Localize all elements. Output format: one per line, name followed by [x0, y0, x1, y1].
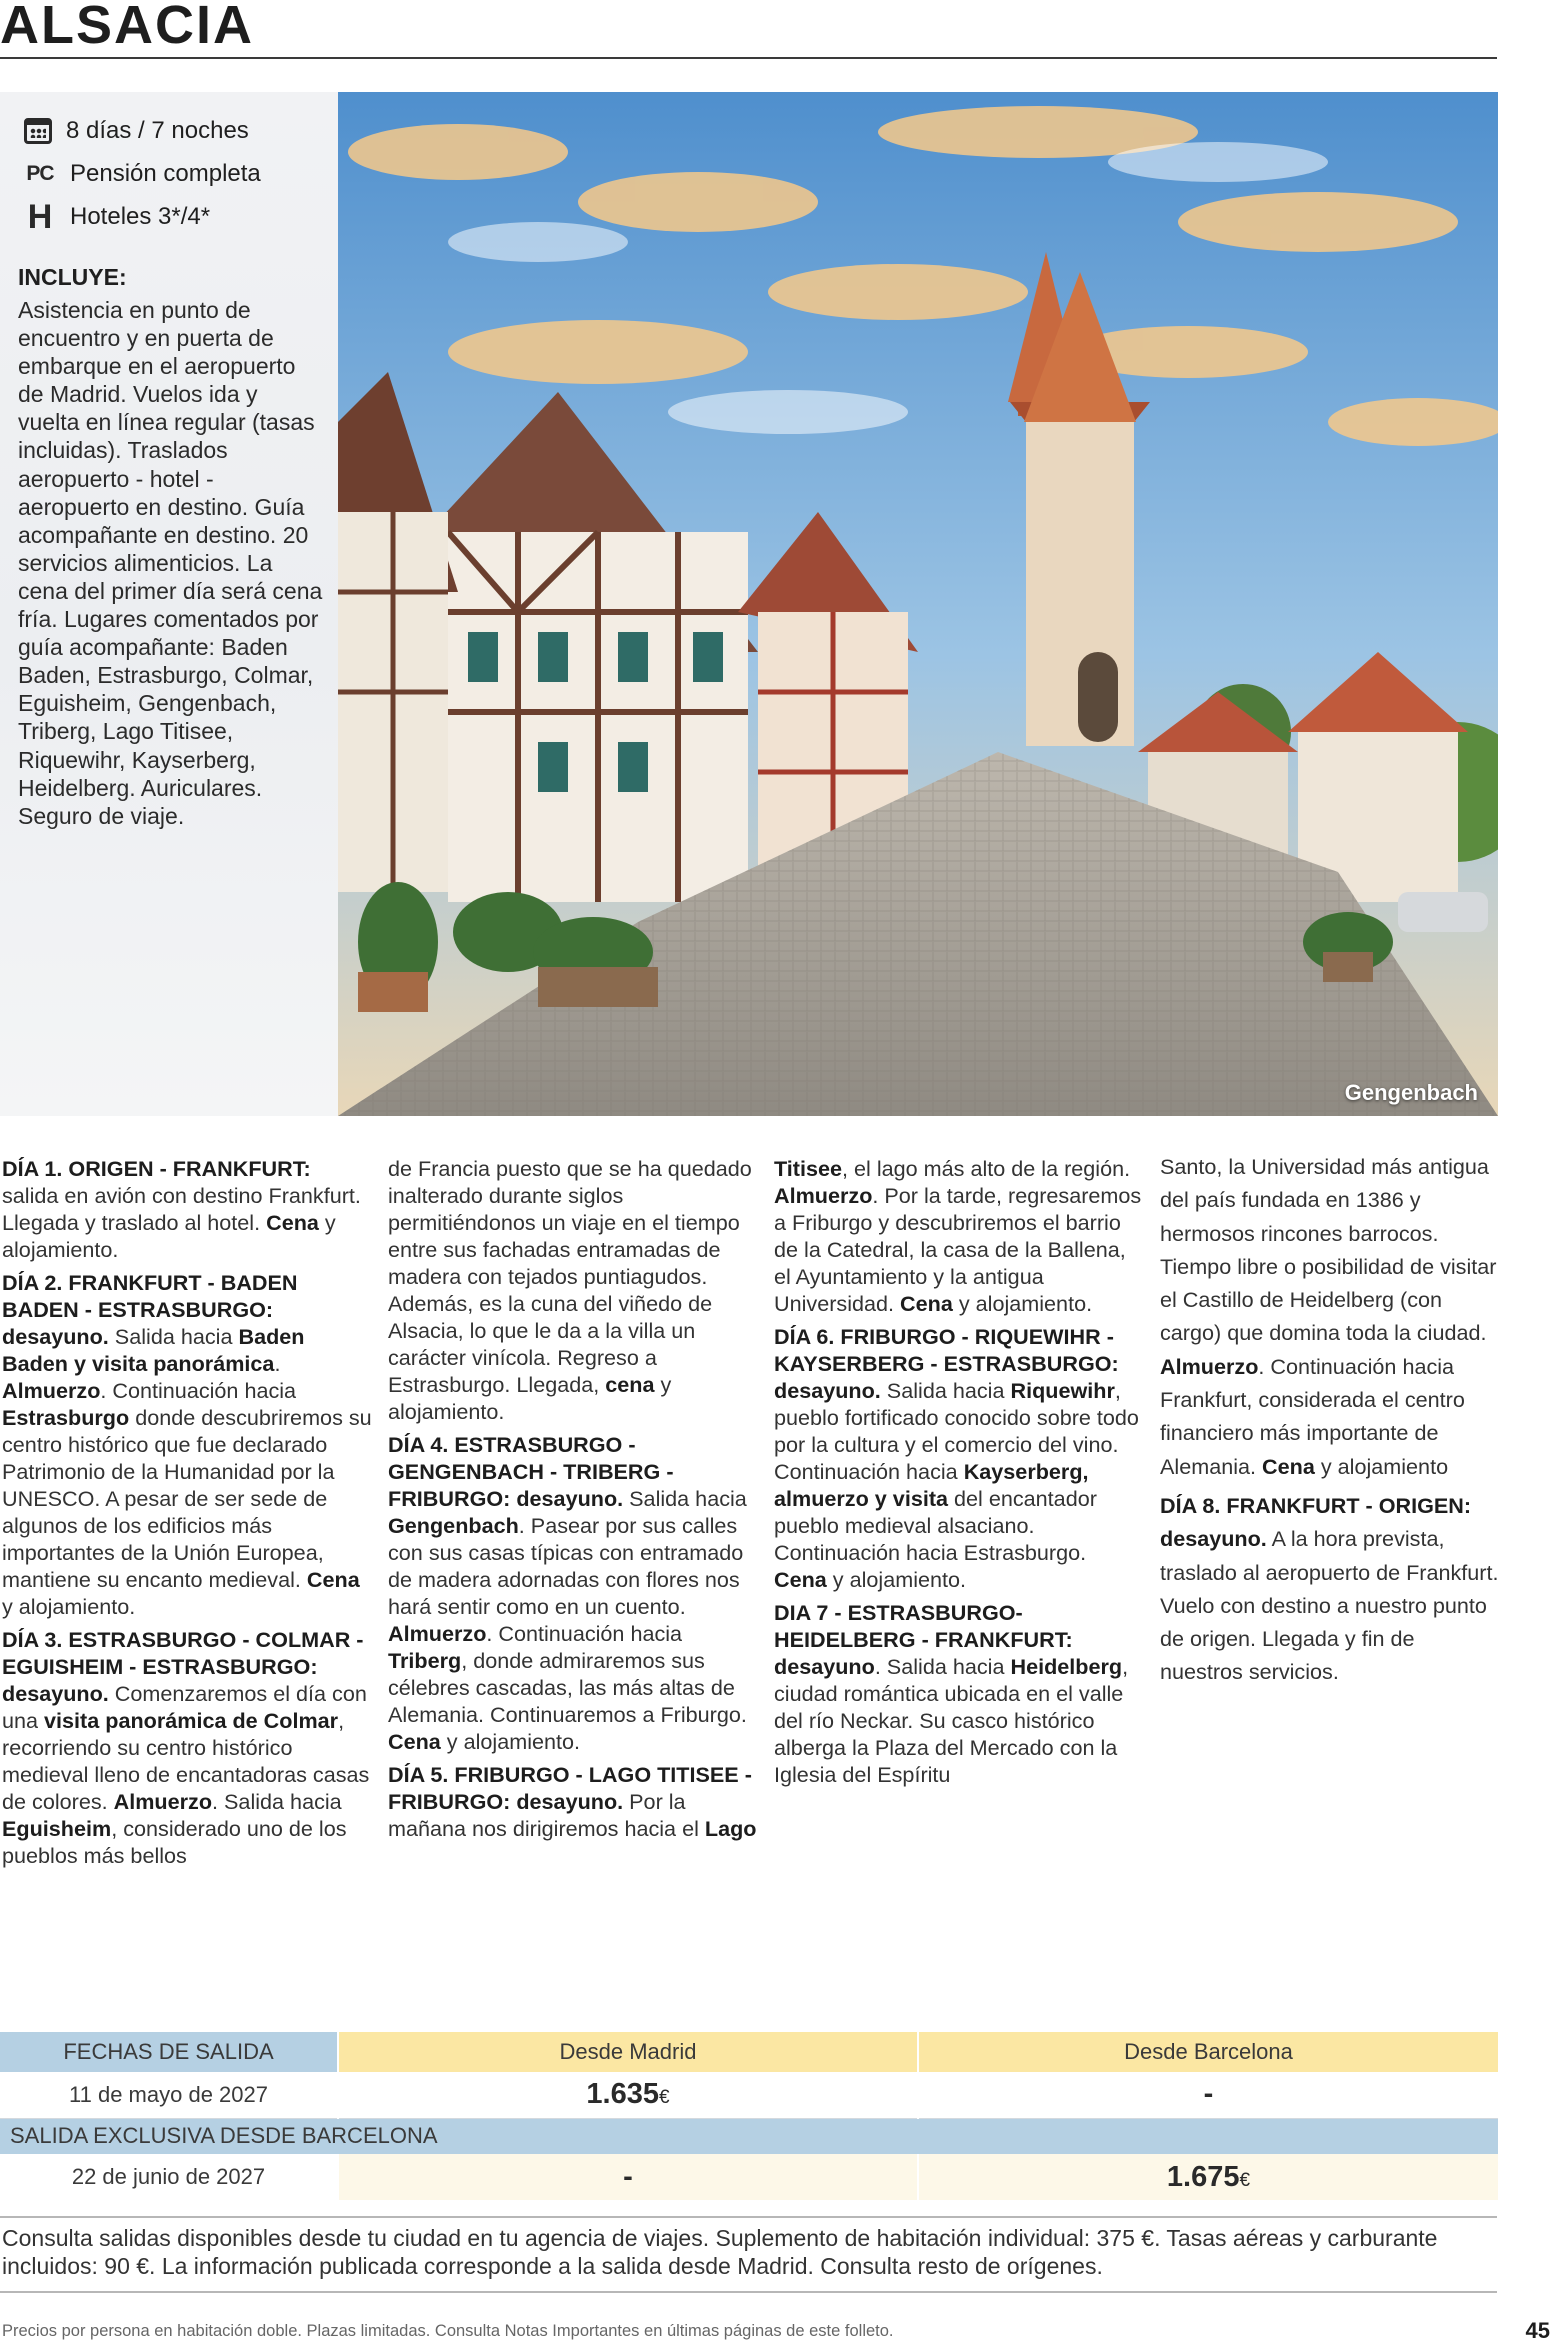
calendar-icon [24, 118, 52, 144]
page-number: 45 [1525, 2318, 1550, 2343]
board-pc-icon: PC [26, 162, 54, 185]
itinerary-paragraph [1160, 1150, 1500, 1483]
itinerary-text: Santo, la Universidad más antigua del país fundada en 1386 y hermosos rincones barrocos. Tiempo libre o posibilidad de visitar el Castillo de Heidelberg (con cargo) que domina toda la ciudad. [1160, 1154, 1497, 1346]
gengenbach-illustration [338, 92, 1498, 1116]
row1-barcelona-price: - [918, 2072, 1499, 2118]
price-row-1 [0, 2072, 1499, 2118]
itinerary-bold-text: DÍA 5. FRIBURGO - LAGO TITISEE - FRIBURGO: desayuno. [388, 1762, 752, 1814]
itinerary-bold-text: Lago [704, 1816, 757, 1841]
itinerary-bold-text: Heidelberg [1010, 1654, 1123, 1679]
itinerary-paragraph [774, 1599, 1144, 1788]
row2-barcelona-price: 1.675 [1166, 2160, 1240, 2193]
price-band-row [0, 2118, 1499, 2154]
itinerary-text: . [274, 1351, 281, 1376]
itinerary-text: A la hora prevista, traslado al aeropuerto de Frankfurt. Vuelo con destino a nuestro punto de origen. Llegada y fin de nuestros servicios. [1160, 1526, 1499, 1685]
row1-date: 11 de mayo de 2027 [0, 2072, 338, 2118]
itinerary-text: . Continuación hacia Frankfurt, considerada el centro financiero más importante de Alemania. [1160, 1353, 1465, 1479]
itinerary-text: y alojamiento. [952, 1291, 1093, 1316]
itinerary-bold-text: Eguisheim [2, 1816, 112, 1841]
itinerary-bold-text: DÍA 1. ORIGEN - FRANKFURT: [2, 1156, 311, 1181]
itinerary-paragraph [388, 1761, 758, 1842]
itinerary-paragraph [1160, 1489, 1500, 1689]
itinerary-text: salida en avión con destino Frankfurt. Llegada y traslado al hotel. [2, 1183, 361, 1235]
includes-heading: INCLUYE: [18, 264, 127, 290]
itinerary-text: . Salida hacia [874, 1654, 1011, 1679]
title-divider [0, 57, 1497, 59]
itinerary-text: Comenzaremos el día con una [2, 1681, 367, 1733]
itinerary-col-1 [2, 1155, 372, 1875]
itinerary-paragraph [2, 1269, 372, 1620]
spec-hotels [24, 197, 210, 237]
itinerary-text: Por la mañana nos dirigiremos hacia el [388, 1789, 705, 1841]
itinerary-paragraph [774, 1155, 1144, 1317]
price-table [0, 2032, 1500, 2200]
itinerary-text: Salida hacia [880, 1378, 1011, 1403]
itinerary-text: y alojamiento. [388, 1372, 672, 1424]
itinerary-text: , considerado uno de los pueblos más bellos [2, 1816, 347, 1868]
row2-date: 22 de junio de 2027 [0, 2154, 338, 2200]
spec-duration [24, 111, 249, 151]
itinerary-text: . Salida hacia [212, 1789, 342, 1814]
itinerary-bold-text: Titisee [774, 1156, 843, 1181]
itinerary-bold-text: Cena [900, 1291, 953, 1316]
itinerary-bold-text: DÍA 8. FRANKFURT - ORIGEN: desayuno. [1160, 1492, 1472, 1552]
itinerary-bold-text: Gengenbach [388, 1513, 519, 1538]
itinerary-bold-text: Cena [388, 1729, 441, 1754]
itinerary-col-2 [388, 1155, 758, 1848]
itinerary-text: . Continuación hacia [100, 1378, 297, 1403]
town-photo [338, 92, 1498, 1116]
price-row-2 [0, 2154, 1499, 2200]
currency-symbol: € [659, 2087, 670, 2109]
itinerary-bold-text: Cena [1262, 1453, 1315, 1479]
itinerary-bold-text: Triberg [388, 1648, 462, 1673]
itinerary-bold-text: Cena [306, 1567, 360, 1592]
itinerary-bold-text: visita panorámica de Colmar [44, 1708, 339, 1733]
itinerary-text: del encantador pueblo medieval alsaciano. Continuación hacia Estrasburgo. [774, 1486, 1097, 1565]
itinerary-text: . Pasear por sus calles con sus casas típicas con entramado de madera adornadas con flores nos hará sentir como en un cuento. [388, 1513, 744, 1619]
itinerary-text: y alojamiento. [2, 1594, 136, 1619]
photo-caption: Gengenbach [1344, 1080, 1478, 1105]
itinerary-bold-text: DÍA 6. FRIBURGO - RIQUEWIHR - KAYSERBERG - ESTRASBURGO: desayuno. [774, 1324, 1119, 1403]
itinerary-text: . Por la tarde, regresaremos a Friburgo y descubriremos el barrio de la Catedral, la casa de la Ballena, el Ayuntamiento y la antigua Universidad. [774, 1183, 1142, 1316]
itinerary-bold-text: Kayserberg, almuerzo y visita [774, 1459, 1089, 1511]
itinerary-bold-text: cena [605, 1372, 655, 1397]
itinerary-bold-text: Almuerzo [113, 1789, 213, 1814]
header-madrid: Desde Madrid [338, 2032, 918, 2072]
hotel-h-icon: H [27, 197, 53, 236]
itinerary-paragraph [388, 1155, 758, 1425]
itinerary-bold-text: Almuerzo [774, 1183, 873, 1208]
itinerary-bold-text: DÍA 2. FRANKFURT - BADEN BADEN - ESTRASBURGO: desayuno. [2, 1270, 298, 1349]
header-dates: FECHAS DE SALIDA [0, 2032, 338, 2072]
trip-summary-panel [0, 92, 338, 1116]
spec-board [24, 154, 261, 194]
itinerary-text: , donde admiraremos sus célebres cascadas, las más altas de Alemania. Continuaremos a Friburgo. [388, 1648, 747, 1727]
itinerary-paragraph [774, 1323, 1144, 1593]
itinerary-text: . Continuación hacia [486, 1621, 683, 1646]
itinerary-bold-text: Almuerzo [1160, 1353, 1259, 1379]
currency-symbol-2: € [1239, 2169, 1251, 2191]
itinerary-text: , recorriendo su centro histórico medieval lleno de encantadoras casas de colores. [2, 1708, 370, 1814]
itinerary-bold-text: Riquewihr [1010, 1378, 1115, 1403]
itinerary-text: donde descubriremos su centro histórico que fue declarado Patrimonio de la Humanidad por la UNESCO. A pesar de ser sede de algunos de los edificios más importantes de la Unión Europea, mantiene su encanto medieval. [2, 1405, 372, 1592]
fine-print: Precios por persona en habitación doble. Plazas limitadas. Consulta Notas Importantes en últimas páginas de este folleto. [2, 2322, 894, 2340]
itinerary-col-4 [1160, 1150, 1500, 1695]
itinerary-bold-text: Baden Baden y visita panorámica [2, 1324, 305, 1376]
note-divider-top [0, 2216, 1497, 2218]
row1-madrid-price: 1.635 [586, 2078, 659, 2111]
itinerary-col-3 [774, 1155, 1144, 1794]
itinerary-text: , ciudad romántica ubicada en el valle del río Neckar. Su casco histórico alberga la Plaza del Mercado con la Iglesia del Espíritu [774, 1654, 1129, 1787]
itinerary-bold-text: DÍA 4. ESTRASBURGO - GENGENBACH - TRIBERG - FRIBURGO: desayuno. [388, 1432, 674, 1511]
itinerary-paragraph [388, 1431, 758, 1755]
includes-text: Asistencia en punto de encuentro y en puerta de embarque en el aeropuerto de Madrid. Vuelos ida y vuelta en línea regular (tasas incluidas). Traslados aeropuerto - hotel - aeropuerto en destino. Guía acompañante en destino. 20 servicios alimenticios. La cena del primer día será cena fría. Lugares comentados por guía acompañante: Baden Baden, Estrasburgo, Colmar, Eguisheim, Gengenbach, Triberg, Lago Titisee, Riquewihr, Kayserberg, Heidelberg. Auriculares. Seguro de viaje. [18, 297, 323, 829]
itinerary-bold-text: DIA 7 - ESTRASBURGO-HEIDELBERG - FRANKFURT: desayuno [774, 1600, 1073, 1679]
itinerary-text: Salida hacia [623, 1486, 747, 1511]
departures-note: Consulta salidas disponibles desde tu ciudad en tu agencia de viajes. Suplemento de habitación individual: 375 €. Tasas aéreas y carburante incluidos: 90 €. La información publicada corresponde a la salida desde Madrid. Consulta resto de orígenes. [2, 2225, 1438, 2279]
itinerary-bold-text: Almuerzo [388, 1621, 487, 1646]
itinerary-text: y alojamiento. [440, 1729, 581, 1754]
itinerary-paragraph [2, 1626, 372, 1869]
row2-barcelona-cell [918, 2154, 1499, 2200]
price-table-header [0, 2032, 1499, 2072]
itinerary-bold-text: DÍA 3. ESTRASBURGO - COLMAR - EGUISHEIM - ESTRASBURGO: desayuno. [2, 1627, 364, 1706]
itinerary-text: de Francia puesto que se ha quedado inalterado durante siglos permitiéndonos un viaje en el tiempo entre sus fachadas entramadas de madera con tejados puntiagudos. Además, es la cuna del viñedo de Alsacia, lo que le da a la villa un carácter vinícola. Regreso a Estrasburgo. Llegada, [388, 1156, 752, 1397]
page-title: ALSACIA [0, 0, 254, 55]
row1-madrid-cell [338, 2072, 918, 2118]
itinerary-paragraph [2, 1155, 372, 1263]
itinerary-text: y alojamiento. [826, 1567, 967, 1592]
spec-duration-label: 8 días / 7 noches [66, 117, 249, 144]
itinerary-text: Salida hacia [108, 1324, 239, 1349]
exclusive-barcelona-band: SALIDA EXCLUSIVA DESDE BARCELONA [0, 2118, 1499, 2154]
row2-madrid-price: - [338, 2154, 918, 2200]
itinerary-bold-text: Estrasburgo [2, 1405, 130, 1430]
itinerary-bold-text: Almuerzo [2, 1378, 101, 1403]
spec-board-label: Pensión completa [70, 160, 261, 187]
itinerary-text: , pueblo fortificado conocido sobre todo por la cultura y el comercio del vino. Continuación hacia [774, 1378, 1139, 1484]
itinerary-text: y alojamiento. [2, 1210, 336, 1262]
itinerary-text: y alojamiento [1314, 1453, 1449, 1479]
spec-hotels-label: Hoteles 3*/4* [70, 203, 211, 230]
itinerary-bold-text: Cena [266, 1210, 319, 1235]
note-divider-bottom [0, 2291, 1497, 2293]
itinerary-text: , el lago más alto de la región. [842, 1156, 1131, 1181]
header-barcelona: Desde Barcelona [918, 2032, 1499, 2072]
itinerary-bold-text: Cena [774, 1567, 827, 1592]
